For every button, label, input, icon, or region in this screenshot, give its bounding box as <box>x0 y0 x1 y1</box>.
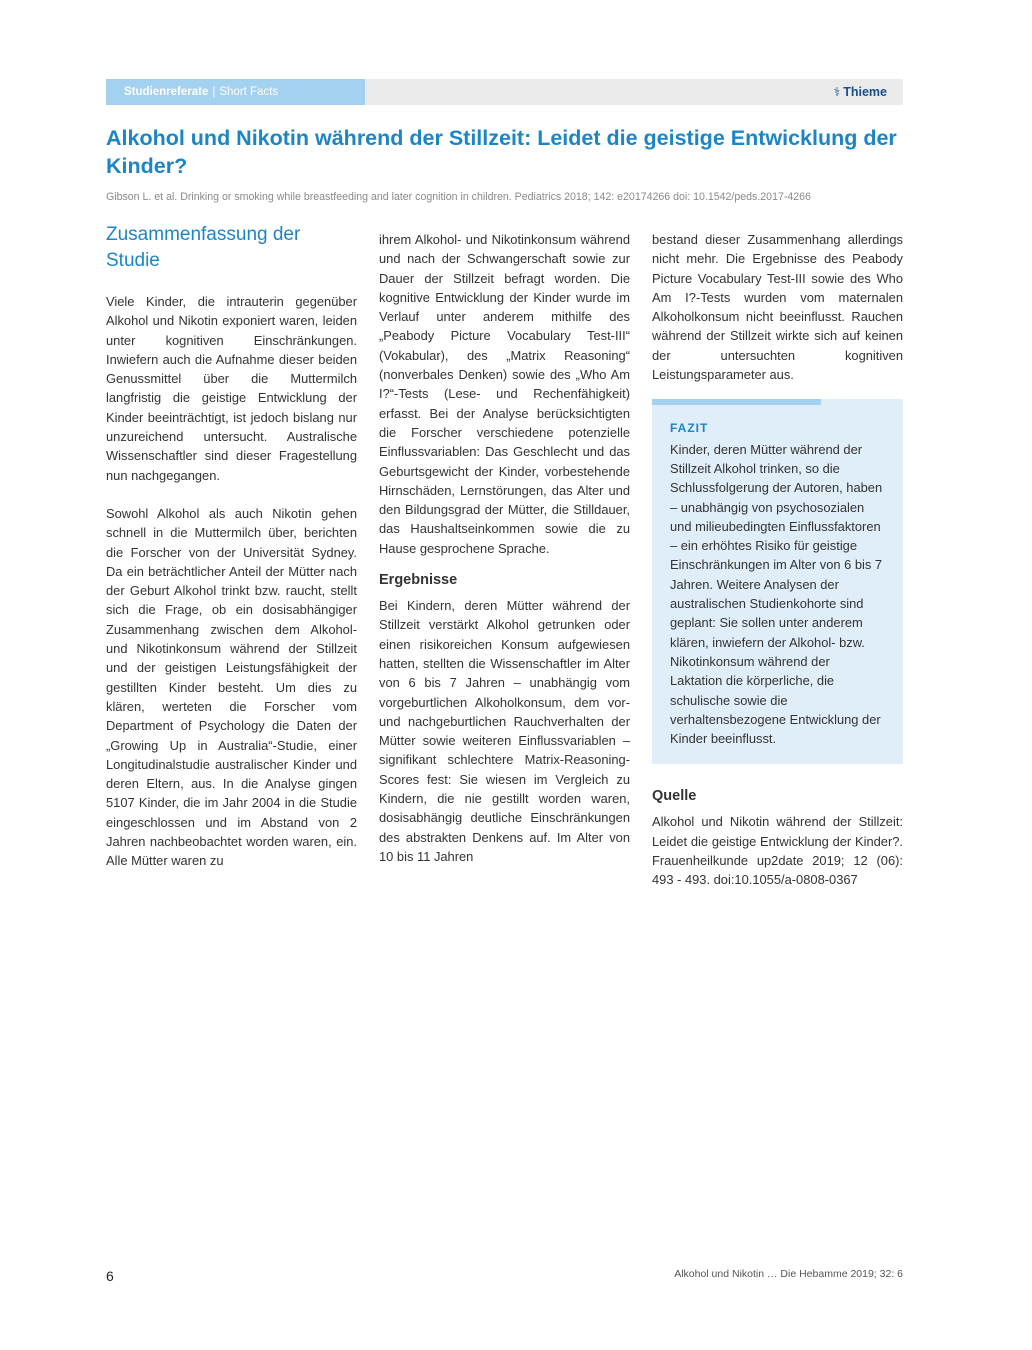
summary-paragraph-1: Viele Kinder, die intrauterin gegenüber Alkohol und Nikotin exponiert waren, leiden unter kognitiven Einschränkungen. Inwiefern auch die Aufnahme dieser beiden Genussmittel über die Muttermilch langfristig die geistige Entwicklung der Kinder beeinträchtigt, ist jedoch bislang nur unzureichend untersucht. Australische Wissenschaftler sind dieser Fragestellung nun nachgegangen. <box>106 294 357 483</box>
results-paragraph-1: Bei Kindern, deren Mütter während der Stillzeit verstärkt Alkohol getrunken oder einen risikoreichen Konsum aufgewiesen hatten, stellten die Wissenschaftler im Alter von 6 bis 7 Jahren – unabhängig vom vorgeburtlichen Alkoholkonsum, dem vor- und nachgeburtlichen Rauchverhalten der Mütter sowie weiteren Einflussvariablen – signifikant schlechtere Matrix-Reasoning-Scores fest: Sie wiesen im Vergleich zu Kindern, die nie gestillt worden waren, dosisabhängig deutliche Einschränkungen des abstrakten Denkens auf. Im Alter von 10 bis 11 Jahren <box>379 598 630 864</box>
source-text: Alkohol und Nikotin während der Stillzeit: Leidet die geistige Entwicklung der Kinder?. Frauenheilkunde up2date 2019; 12 (06): 493 - 493. doi:10.1055/a-0808-0367 <box>652 814 903 888</box>
paragraph-gap <box>106 485 357 504</box>
fazit-heading: FAZIT <box>670 421 709 436</box>
summary-paragraph-2: Sowohl Alkohol als auch Nikotin gehen schnell in die Muttermilch über, berichten die Forscher von der Universität Sydney. Da ein beträchtlicher Anteil der Mütter nach der Geburt Alkohol trinkt bzw. raucht, stellt sich die Frage, ob ein dosisabhängiger Zusammenhang zwischen dem Alkohol- und Nikotinkonsum während der Stillzeit und der geistigen Leistungsfähigkeit der gestillten Kinder besteht. Um dies zu klären, werteten die Forscher vom Department of Psychology die Daten der „Growing Up in Australia“-Studie, einer Longitudinalstudie australischer Kinder und deren Eltern, aus. In die Analyse gingen 5107 Kinder, die im Jahr 2004 in die Studie eingeschlossen und im Abstand von 2 Jahren nachbeobachtet worden waren, ein. Alle Mütter waren zu <box>106 505 357 869</box>
citation: Gibson L. et al. Drinking or smoking while breastfeeding and later cognition in children. Pediatrics 2018; 142: e20174266 doi: 10.1542/peds.2017-4266 <box>106 191 811 203</box>
results-paragraph-2: bestand dieser Zusammenhang allerdings nicht mehr. Die Ergebnisse des Peabody Picture Vocabulary Test-III sowie des Who Am I?-Tests wurden vom maternalen Alkoholkonsum nicht beeinflusst. Rauchen während der Stillzeit wirkte sich auf keinen der untersuchten kognitiven Leistungsparameter aus. <box>652 232 903 383</box>
section-tab <box>106 79 365 105</box>
section-heading-source: Quelle <box>652 788 697 805</box>
section-heading-results: Ergebnisse <box>379 572 458 589</box>
summary-paragraph-3: ihrem Alkohol- und Nikotinkonsum während und nach der Schwangerschaft sowie zur Dauer der Stillzeit befragt worden. Die kognitive Entwicklung der Kinder wurde im Verlauf unter anderem mithilfe des „Peabody Picture Vocabulary Test-III“ (Vokabular), des „Matrix Reasoning“ (nonverbales Denken) sowie des „Who Am I?“-Tests (Lese- und Rechenfähigkeit) erfasst. Bei der Analyse berücksichtigten die Forscher verschiedene potenzielle Einflussvariablen: Das Geschlecht und das Geburtsgewicht der Kinder, vorbestehende Hirnschäden, Lernstörungen, das Alter und den Bildungsgrad der Mütter, die Stilldauer, das Haushaltseinkommen sowie die zu Hause gesprochene Sprache. <box>379 232 630 556</box>
column-2 <box>379 230 630 866</box>
publisher-logo <box>834 79 887 105</box>
article-title: Alkohol und Nikotin während der Stillzeit: Leidet die geistige Entwicklung der Kinder? <box>106 126 897 178</box>
column-1 <box>106 222 357 871</box>
fazit-text: Kinder, deren Mütter während der Stillzeit Alkohol trinken, so die Schlussfolgerung der Autoren, haben – unabhängig von psychosozialen und milieubedingten Einflussfaktoren – ein erhöhtes Risiko für geistige Einschränkungen im Alter von 6 bis 7 Jahren. Weitere Analysen der australischen Studienkohorte sind geplant: Sie sollen unter anderem klären, inwiefern der Alkohol- bzw. Nikotinkonsum während der Laktation die körperliche, die schulische sowie die verhaltensbezogene Entwicklung der Kinder beeinflusst. <box>670 441 883 747</box>
logo-text: Thieme <box>843 85 887 99</box>
column-3 <box>652 230 903 890</box>
thieme-logo-icon: ⚕ <box>833 85 841 99</box>
fazit-box <box>652 399 903 764</box>
footer-reference: Alkohol und Nikotin … Die Hebamme 2019; 32: 6 <box>674 1268 903 1280</box>
header-separator: | <box>212 86 216 98</box>
subcategory-label: Short Facts <box>219 86 279 98</box>
section-heading-summary: Zusammenfassung der Studie <box>106 224 301 271</box>
header-bar <box>106 79 903 105</box>
category-label: Studienreferate <box>124 86 209 98</box>
page-number: 6 <box>106 1268 114 1284</box>
